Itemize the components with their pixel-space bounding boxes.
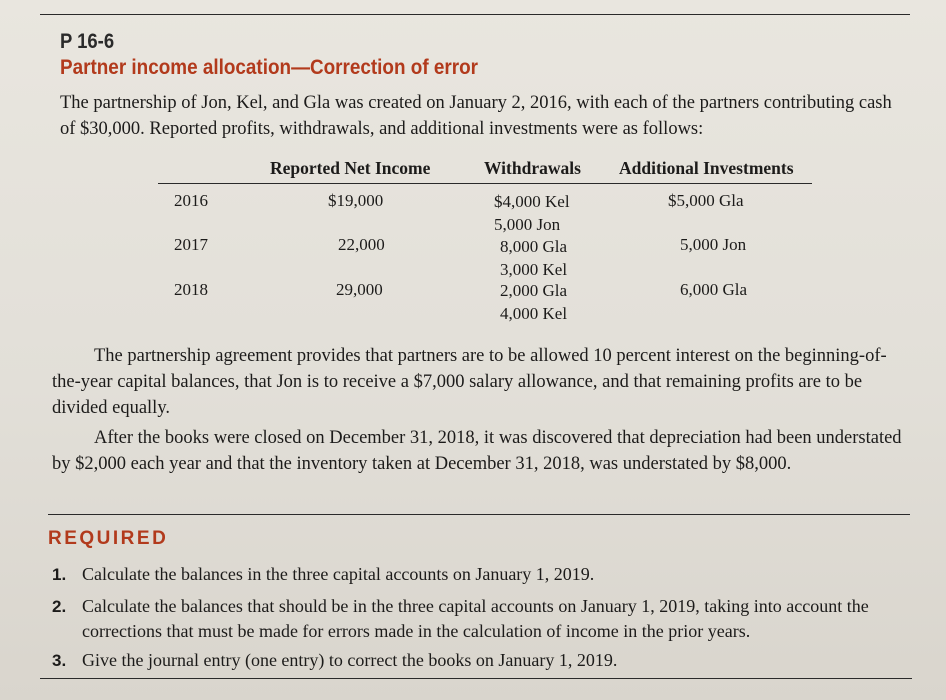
problem-intro: The partnership of Jon, Kel, and Gla was created on January 2, 2016, with each of the partners contributing cash of $30,000. Reported profits, withdrawals, and additional investments were as follows: bbox=[60, 93, 892, 139]
top-rule bbox=[40, 14, 910, 15]
table-row-investment: 5,000 Jon bbox=[680, 235, 747, 254]
withdrawal-entry: $4,000 Kel bbox=[494, 192, 570, 211]
header-net-income: Reported Net Income bbox=[270, 158, 431, 178]
withdrawal-entry: 2,000 Gla bbox=[500, 281, 568, 300]
table-row-withdrawals bbox=[500, 280, 567, 325]
withdrawal-entry: 5,000 Jon bbox=[494, 214, 561, 234]
section-rule bbox=[48, 514, 910, 515]
required-item-number: 3. bbox=[52, 651, 67, 670]
required-item-text: Calculate the balances that should be in the three capital accounts on January 1, 2019, taking into account the corrections that must be made for errors made in the calculation of income in the prior years. bbox=[82, 596, 869, 641]
problem-title: Partner income allocation—Correction of error bbox=[60, 56, 478, 79]
table-row-year: 2018 bbox=[174, 280, 208, 299]
required-heading: REQUIRED bbox=[48, 528, 169, 549]
withdrawal-entry: 3,000 Kel bbox=[500, 259, 568, 279]
agreement-paragraph: The partnership agreement provides that partners are to be allowed 10 percent interest on the beginning-of-the-year capital balances, that Jon is to receive a $7,000 salary allowance, and that remaining profits are to be divided equally. bbox=[52, 346, 887, 418]
table-row-net-income: $19,000 bbox=[328, 191, 384, 210]
bottom-rule bbox=[40, 678, 912, 679]
table-row-net-income: 29,000 bbox=[336, 280, 383, 299]
table-row-year: 2017 bbox=[174, 235, 208, 254]
table-row-withdrawals bbox=[500, 236, 567, 281]
table-row-year: 2016 bbox=[174, 191, 208, 210]
required-item-number: 2. bbox=[52, 597, 67, 616]
table-row-withdrawals bbox=[494, 191, 570, 236]
problem-number: P 16-6 bbox=[60, 30, 115, 53]
table-row-investment: 6,000 Gla bbox=[680, 280, 748, 299]
required-item-text: Calculate the balances in the three capital accounts on January 1, 2019. bbox=[82, 564, 595, 584]
required-item-text: Give the journal entry (one entry) to correct the books on January 1, 2019. bbox=[82, 650, 618, 670]
table-header-rule bbox=[158, 183, 812, 184]
table-row-net-income: 22,000 bbox=[338, 235, 385, 254]
header-withdrawals: Withdrawals bbox=[484, 158, 581, 178]
table-row-investment: $5,000 Gla bbox=[668, 191, 744, 210]
error-paragraph: After the books were closed on December 31, 2018, it was discovered that depreciation had been understated by $2,000 each year and that the inventory taken at December 31, 2018, was understated by $8,000. bbox=[52, 428, 902, 474]
required-item-number: 1. bbox=[52, 565, 67, 584]
withdrawal-entry: 8,000 Gla bbox=[500, 237, 568, 256]
withdrawal-entry: 4,000 Kel bbox=[500, 303, 568, 323]
header-investments: Additional Investments bbox=[619, 158, 794, 178]
